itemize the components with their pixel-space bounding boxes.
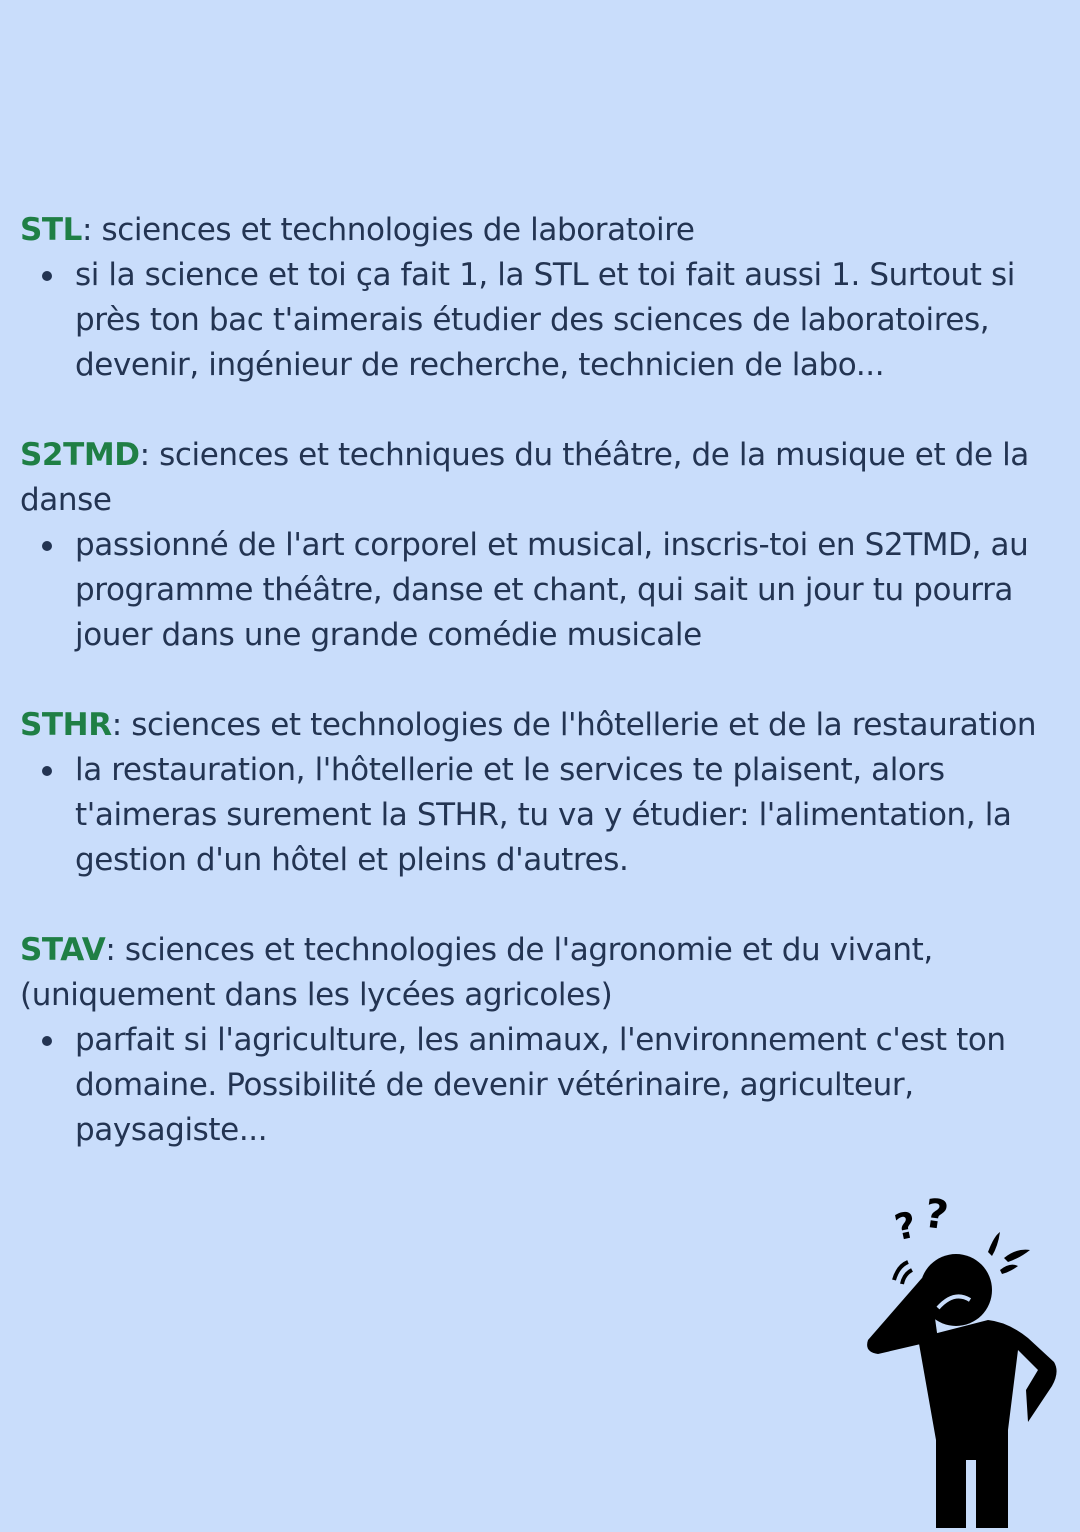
section-title: : sciences et technologies de laboratoire: [82, 212, 695, 248]
section-sthr: [20, 703, 1070, 883]
list-item: [75, 253, 1070, 388]
section-title: : sciences et technologies de l'agronomie et du vivant, (uniquement dans les lycées agricoles): [20, 932, 933, 1013]
section-heading: [20, 928, 1070, 1018]
bullet-list: [20, 1018, 1070, 1153]
list-item-text: la restauration, l'hôtellerie et le services te plaisent, alors t'aimeras surement la STHR, tu va y étudier: l'alimentation, la gestion d'un hôtel et pleins d'autres.: [75, 752, 1012, 878]
confused-person-icon: [858, 1190, 1068, 1528]
svg-text:?: ?: [921, 1190, 951, 1240]
list-item: [75, 523, 1070, 658]
svg-text:?: ?: [891, 1204, 921, 1250]
document-body: [20, 208, 1070, 1198]
bullet-dot-icon: [42, 1036, 52, 1046]
section-heading: [20, 703, 1070, 748]
section-heading: [20, 433, 1070, 523]
section-code: STAV: [20, 932, 106, 968]
section-title: : sciences et techniques du théâtre, de la musique et de la danse: [20, 437, 1029, 518]
list-item-text: si la science et toi ça fait 1, la STL et toi fait aussi 1. Surtout si près ton bac t'aimerais étudier des sciences de laboratoires, devenir, ingénieur de recherche, technicien de labo...: [75, 257, 1015, 383]
bullet-dot-icon: [42, 766, 52, 776]
bullet-list: [20, 523, 1070, 658]
section-title: : sciences et technologies de l'hôtellerie et de la restauration: [111, 707, 1037, 743]
section-code: STHR: [20, 707, 112, 743]
bullet-dot-icon: [42, 541, 52, 551]
section-heading: [20, 208, 1070, 253]
section-stl: [20, 208, 1070, 388]
list-item: [75, 1018, 1070, 1153]
section-stav: [20, 928, 1070, 1153]
list-item-text: passionné de l'art corporel et musical, inscris-toi en S2TMD, au programme théâtre, danse et chant, qui sait un jour tu pourra jouer dans une grande comédie musicale: [75, 527, 1029, 653]
list-item: [75, 748, 1070, 883]
section-s2tmd: [20, 433, 1070, 658]
list-item-text: parfait si l'agriculture, les animaux, l'environnement c'est ton domaine. Possibilité de devenir vétérinaire, agriculteur, paysagiste...: [75, 1022, 1006, 1148]
bullet-dot-icon: [42, 271, 52, 281]
bullet-list: [20, 748, 1070, 883]
bullet-list: [20, 253, 1070, 388]
section-code: STL: [20, 212, 83, 248]
section-code: S2TMD: [20, 437, 140, 473]
